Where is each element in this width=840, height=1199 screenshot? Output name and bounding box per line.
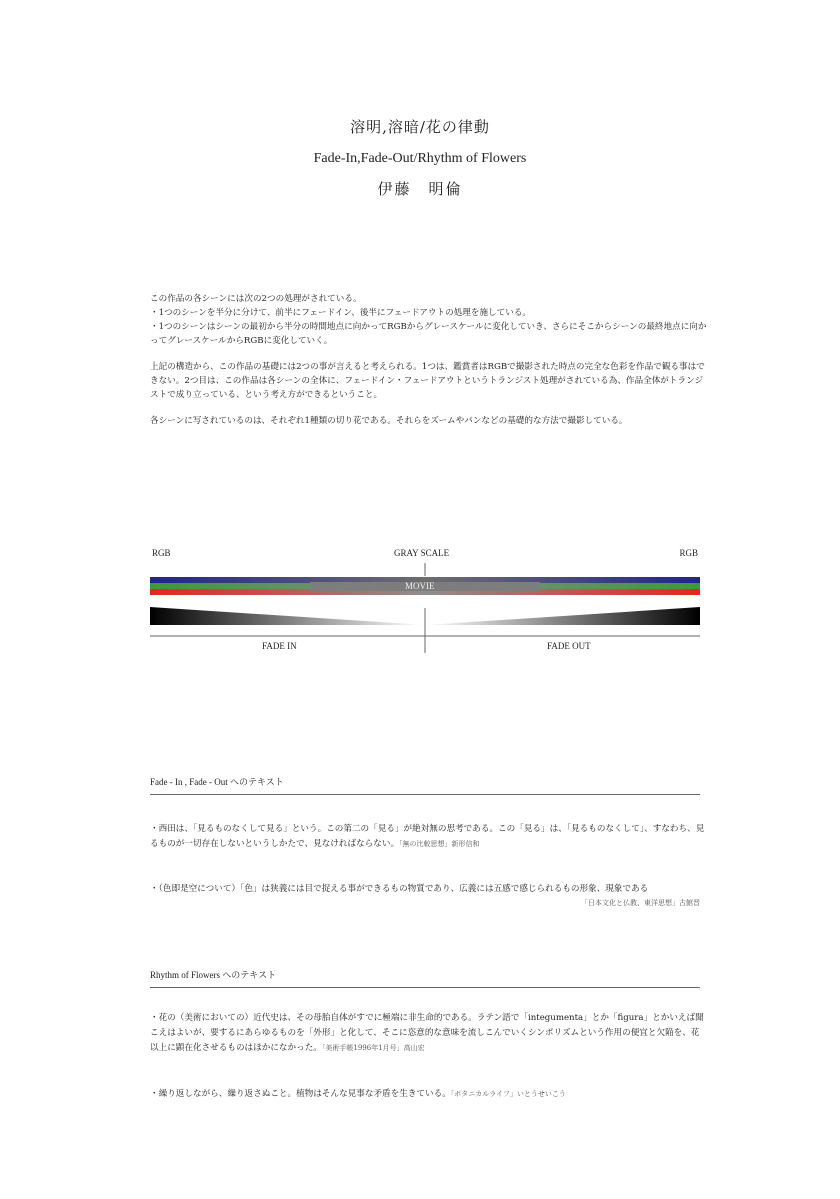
quote-ito <box>150 1087 705 1102</box>
movie-label: MOVIE <box>405 581 435 591</box>
quote-takayama <box>150 1011 705 1056</box>
quote-text: ・花の（美術においての）近代史は、その母胎自体がすでに極端に非生命的である。ラテン語で「integumenta」とか「figura」とかいえば聞こえはよいが、要するにあらゆるものを「外形」と化して、そこに恣意的な意味を流しこんでいくシンボリズムという作用の便宜と欠陥を、花以上に顕在化させるものはほかになかった。 <box>150 1013 704 1053</box>
rgb-left-label: RGB <box>152 548 171 558</box>
rgb-right-label: RGB <box>679 548 698 558</box>
quote-shiki <box>150 882 705 897</box>
quote-nishida <box>150 822 705 852</box>
intro-line: ・1つのシーンを半分に分けて、前半にフェードイン、後半にフェードアウトの処理を施している。 <box>150 308 532 318</box>
quote-text: ・（色即是空について）「色」は狭義には目で捉える事ができるもの物質であり、広義には五感で感じられるもの形象、現象である <box>150 884 649 894</box>
fade-out-wedge <box>425 607 700 625</box>
section-rhythm-title: Rhythm of Flowers へのテキスト <box>150 970 277 980</box>
quote-source: 「日本文化と仏教、東洋思想」古館晋 <box>581 899 700 907</box>
section-fade-title: Fade - In , Fade - Out へのテキスト <box>150 777 284 787</box>
section-rhythm-rule <box>150 987 700 988</box>
intro-line: この作品の各シーンには次の2つの処理がされている。 <box>150 294 362 304</box>
quote-source: 「ボタニカルライフ」いとうせいこう <box>450 1090 566 1098</box>
quote-source: 「無の比較思想」新形信和 <box>399 840 480 848</box>
fade-in-wedge <box>150 607 425 625</box>
fade-diagram <box>150 546 700 656</box>
title-block <box>0 112 840 205</box>
title-english: Fade-In,Fade-Out/Rhythm of Flowers <box>313 151 527 166</box>
intro-line: ・1つのシーンはシーンの最初から半分の時間地点に向かってRGBからグレースケールに変化していき、さらにそこからシーンの最終地点に向かってグレースケールからRGBに変化していく。 <box>150 322 707 346</box>
diagram-graphic <box>150 546 700 656</box>
gray-scale-label: GRAY SCALE <box>394 548 450 558</box>
intro-paragraph: 上記の構造から、この作品の基礎には2つの事が言えると考えられる。1つは、鑑賞者はRGBで撮影された時点の完全な色彩を作品で観る事はできない。2つ目は、この作品は各シーンの全体に、フェードイン・フェードアウトというトランジスト処理がされている為、作品全体がトランジストで成り立っている、という考え方ができるということ。 <box>150 362 705 400</box>
section-fade-rule <box>150 794 700 795</box>
fade-out-label: FADE OUT <box>547 641 591 651</box>
fade-in-label: FADE IN <box>262 641 297 651</box>
quote-text: ・繰り返しながら、繰り返さぬこと。植物はそんな見事な矛盾を生きている。 <box>150 1089 451 1099</box>
intro-text <box>150 292 710 428</box>
quote-text: ・西田は、「見るものなくして見る」という。この第二の「見る」が絶対無の思考である。この「見る」は、「見るものなくして」、すなわち、見るものが一切存在しないというしかたで、見なければならない。 <box>150 824 705 849</box>
title-japanese: 溶明,溶暗/花の律動 <box>350 118 490 136</box>
quote-source: 「美術手帳1996年1月号」高山宏 <box>321 1044 425 1052</box>
intro-paragraph: 各シーンに写されているのは、それぞれ1種類の切り花である。それらをズームやパンなどの基礎的な方法で撮影している。 <box>150 416 628 426</box>
author-name: 伊藤 明倫 <box>377 180 463 198</box>
